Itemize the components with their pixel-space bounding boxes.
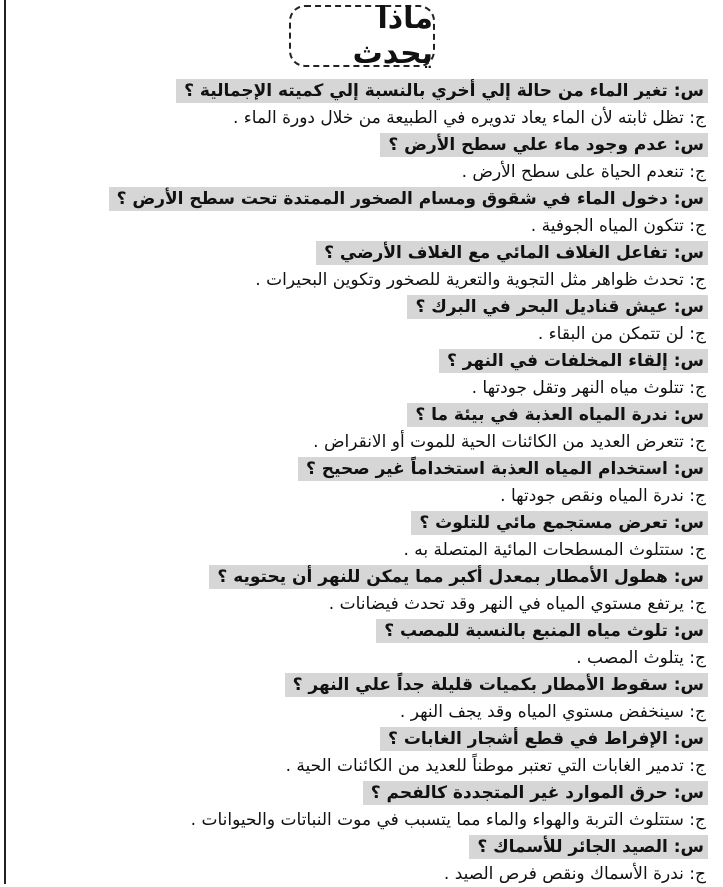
question-text: س: دخول الماء في شقوق ومسام الصخور الممتدة تحت سطح الأرض ؟: [109, 187, 708, 211]
question-text: س: الإفراط في قطع أشجار الغابات ؟: [380, 727, 708, 751]
answer-row: [0, 590, 708, 617]
answer-text: ج: ستتلوث المسطحات المائية المتصلة به .: [403, 539, 706, 560]
question-text: س: الصيد الجائر للأسماك ؟: [469, 835, 708, 859]
answer-text: ج: تحدث ظواهر مثل التجوية والتعرية للصخور وتكوين البحيرات .: [255, 269, 706, 290]
question-row: [0, 77, 708, 104]
answer-text: ج: تتلوث مياه النهر وتقل جودتها .: [471, 377, 706, 398]
question-row: [0, 833, 708, 860]
question-row: [0, 185, 708, 212]
answer-text: ج: تدمير الغابات التي تعتبر موطناً للعديد من الكائنات الحية .: [285, 755, 706, 776]
answer-text: ج: تنعدم الحياة على سطح الأرض .: [461, 161, 706, 182]
answer-row: [0, 428, 708, 455]
question-row: [0, 671, 708, 698]
question-row: [0, 617, 708, 644]
answer-text: ج: ندرة المياه ونقص جودتها .: [500, 485, 706, 506]
answer-text: ج: لن تتمكن من البقاء .: [537, 323, 706, 344]
answer-row: [0, 698, 708, 725]
question-text: س: سقوط الأمطار بكميات قليلة جداً علي النهر ؟: [285, 673, 708, 697]
question-text: س: عدم وجود ماء علي سطح الأرض ؟: [380, 133, 708, 157]
answer-text: ج: تتكون المياه الجوفية .: [530, 215, 706, 236]
answer-row: [0, 860, 708, 887]
question-row: [0, 779, 708, 806]
answer-text: ج: سينخفض مستوي المياه وقد يجف النهر .: [399, 701, 706, 722]
question-row: [0, 293, 708, 320]
answer-text: ج: ندرة الأسماك ونقص فرص الصيد .: [443, 863, 706, 884]
answer-text: ج: ستتلوث التربة والهواء والماء مما يتسبب في موت النباتات والحيوانات .: [190, 809, 706, 830]
question-text: س: ندرة المياه العذبة في بيئة ما ؟: [407, 403, 708, 427]
answer-row: [0, 158, 708, 185]
answer-row: [0, 806, 708, 833]
question-row: [0, 131, 708, 158]
question-text: س: تعرض مستجمع مائي للتلوث ؟: [411, 511, 708, 535]
question-text: س: تلوث مياه المنبع بالنسبة للمصب ؟: [376, 619, 708, 643]
qa-list: [0, 77, 708, 887]
question-text: س: تغير الماء من حالة إلي أخري بالنسبة إلي كميته الإجمالية ؟: [176, 79, 708, 103]
question-row: [0, 239, 708, 266]
question-row: [0, 455, 708, 482]
answer-row: [0, 374, 708, 401]
question-row: [0, 401, 708, 428]
answer-row: [0, 536, 708, 563]
answer-row: [0, 104, 708, 131]
answer-row: [0, 482, 708, 509]
question-text: س: إلقاء المخلفات في النهر ؟: [439, 349, 708, 373]
answer-text: ج: تظل ثابته لأن الماء يعاد تدويره في الطبيعة من خلال دورة الماء .: [232, 107, 706, 128]
question-text: س: عيش قناديل البحر في البرك ؟: [407, 295, 708, 319]
question-text: س: حرق الموارد غير المتجددة كالفحم ؟: [363, 781, 708, 805]
question-text: س: استخدام المياه العذبة استخداماً غير صحيح ؟: [298, 457, 708, 481]
answer-row: [0, 320, 708, 347]
answer-text: ج: تتعرض العديد من الكائنات الحية للموت أو الانقراض .: [313, 431, 706, 452]
answer-text: ج: يرتفع مستوي المياه في النهر وقد تحدث فيضانات .: [328, 593, 706, 614]
question-row: [0, 725, 708, 752]
answer-row: [0, 752, 708, 779]
answer-row: [0, 266, 708, 293]
question-row: [0, 563, 708, 590]
question-row: [0, 347, 708, 374]
answer-row: [0, 644, 708, 671]
question-row: [0, 509, 708, 536]
answer-text: ج: يتلوث المصب .: [576, 647, 706, 668]
page-title: ماذا يحدث: [289, 5, 435, 67]
question-text: س: هطول الأمطار بمعدل أكبر مما يمكن للنهر أن يحتويه ؟: [209, 565, 708, 589]
answer-row: [0, 212, 708, 239]
question-text: س: تفاعل الغلاف المائي مع الغلاف الأرضي ؟: [316, 241, 708, 265]
